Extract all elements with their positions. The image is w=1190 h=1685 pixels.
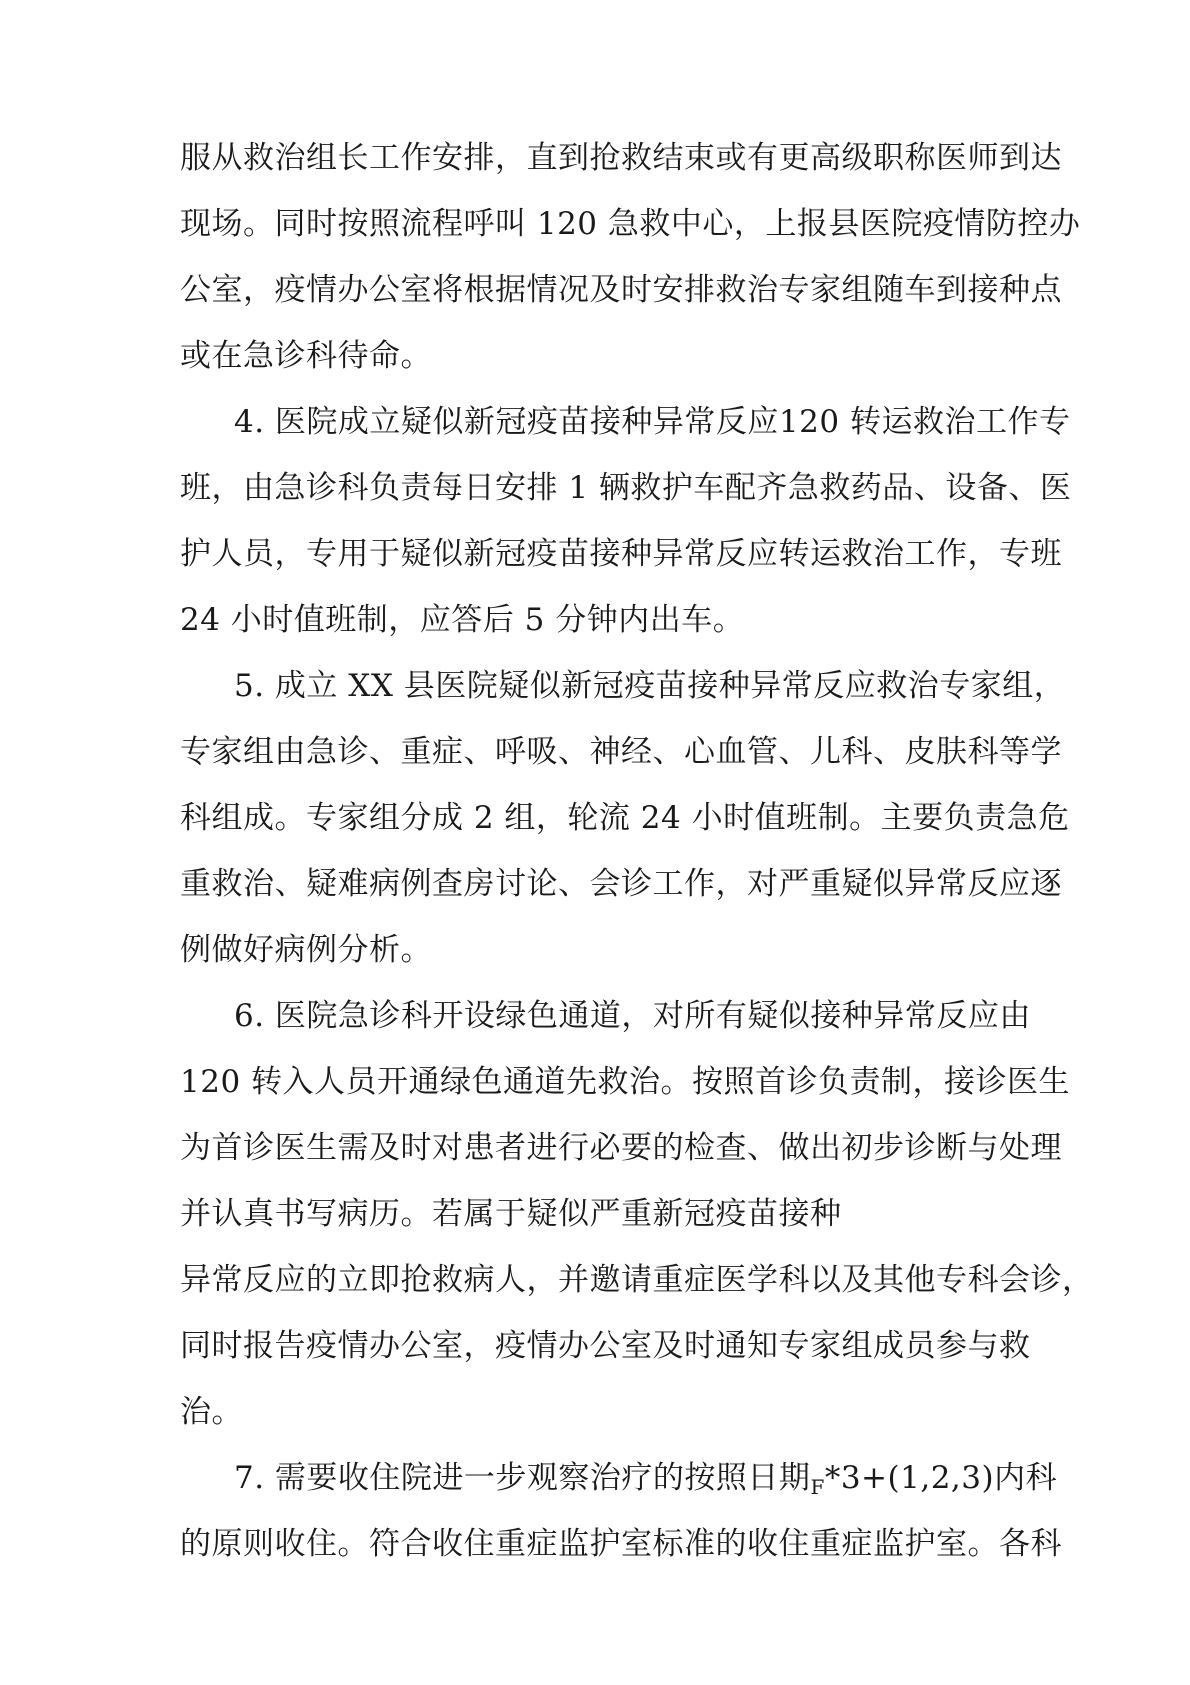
text-line: 科组成。专家组分成 2 组，轮流 24 小时值班制。主要负责急危 bbox=[180, 800, 1070, 836]
text-line: 24 小时值班制，应答后 5 分钟内出车。 bbox=[180, 602, 745, 638]
text-line: 例做好病例分析。 bbox=[180, 932, 432, 968]
text-line: 异常反应的立即抢救病人，并邀请重症医学科以及其他专科会诊， bbox=[180, 1262, 1094, 1298]
text-line: 120 转入人员开通绿色通道先救治。按照首诊负责制，接诊医生 bbox=[180, 1064, 1071, 1100]
text-line: 的原则收住。符合收住重症监护室标准的收住重症监护室。各科 bbox=[180, 1526, 1062, 1562]
item-5-start: 5. 成立 XX 县医院疑似新冠疫苗接种异常反应救治专家组， bbox=[234, 668, 1066, 704]
item-4-start: 4. 医院成立疑似新冠疫苗接种异常反应120 转运救治工作专 bbox=[234, 404, 1071, 440]
item-7-text-after: *3+(1,2,3)内科 bbox=[824, 1460, 1058, 1496]
text-line: 护人员，专用于疑似新冠疫苗接种异常反应转运救治工作，专班 bbox=[180, 536, 1062, 572]
text-line: 班，由急诊科负责每日安排 1 辆救护车配齐急救药品、设备、医 bbox=[180, 470, 1072, 506]
item-6-start: 6. 医院急诊科开设绿色通道，对所有疑似接种异常反应由 bbox=[234, 998, 1031, 1034]
text-line: 重救治、疑难病例查房讨论、会诊工作，对严重疑似异常反应逐 bbox=[180, 866, 1062, 902]
text-line: 公室，疫情办公室将根据情况及时安排救治专家组随车到接种点 bbox=[180, 272, 1062, 308]
item-7-text-before: 7. 需要收住院进一步观察治疗的按照日期 bbox=[234, 1460, 811, 1496]
text-line: 为首诊医生需及时对患者进行必要的检查、做出初步诊断与处理 bbox=[180, 1130, 1062, 1166]
text-line: 专家组由急诊、重症、呼吸、神经、心血管、儿科、皮肤科等学 bbox=[180, 734, 1062, 770]
text-line: 或在急诊科待命。 bbox=[180, 338, 432, 374]
item-7-start bbox=[234, 1456, 1058, 1500]
text-line: 治。 bbox=[180, 1394, 243, 1430]
text-line: 现场。同时按照流程呼叫 120 急救中心，上报县医院疫情防控办 bbox=[180, 206, 1081, 242]
text-line: 同时报告疫情办公室，疫情办公室及时通知专家组成员参与救 bbox=[180, 1328, 1031, 1364]
text-line: 服从救治组长工作安排，直到抢救结束或有更高级职称医师到达 bbox=[180, 140, 1062, 176]
item-7-subscript: F bbox=[810, 1475, 825, 1499]
text-line: 并认真书写病历。若属于疑似严重新冠疫苗接种 bbox=[180, 1196, 842, 1232]
